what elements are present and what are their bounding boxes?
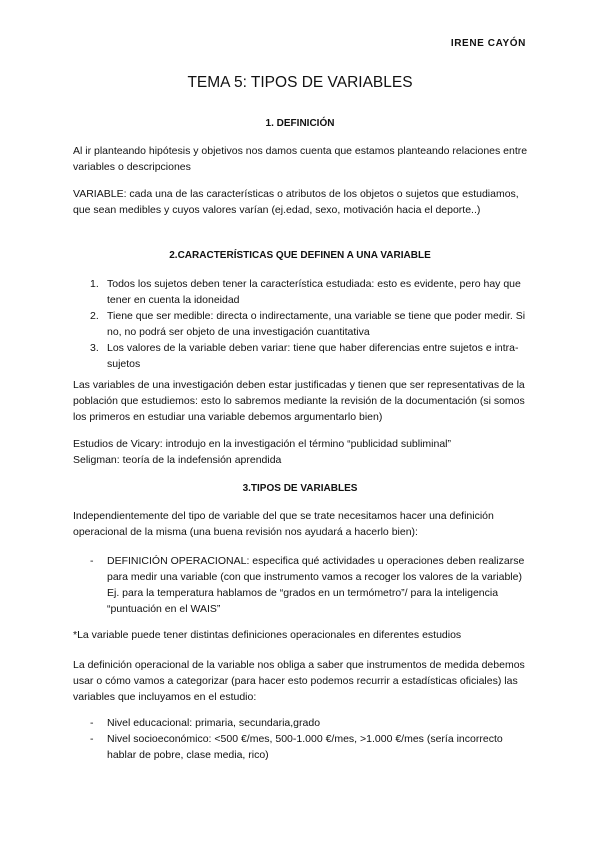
list-item-text: Todos los sujetos deben tener la característica estudiada: esto es evidente, pero hay que tener en cuenta la idoneidad <box>107 278 521 306</box>
document-title: TEMA 5: TIPOS DE VARIABLES <box>187 74 413 91</box>
list-item-text: DEFINICIÓN OPERACIONAL: especifica qué actividades u operaciones deben realizarse para medir una variable (con que instrumento vamos a recoger los valores de la variable) Ej. para la temperatura hablamos de “grados en un termómetro”/ para la inteligencia “puntuación en el WAIS” <box>107 555 525 615</box>
list-marker: 2. <box>90 310 99 322</box>
list-item <box>73 276 533 308</box>
section-heading-tipos: 3.TIPOS DE VARIABLES <box>242 483 358 494</box>
paragraph: La definición operacional de la variable nos obliga a saber que instrumentos de medida debemos usar o cómo vamos a categorizar (para hacer esto podemos recurrir a estadísticas oficiales) las variables que incluyamos en el estudio: <box>73 659 525 703</box>
list-item-text: Nivel socioeconómico: <500 €/mes, 500-1.000 €/mes, >1.000 €/mes (sería incorrecto hablar de pobre, clase media, rico) <box>107 733 503 761</box>
numbered-list <box>73 276 533 372</box>
section-heading-caracteristicas: 2.CARACTERÍSTICAS QUE DEFINEN A UNA VARIABLE <box>169 250 431 261</box>
list-marker: 1. <box>90 278 99 290</box>
list-item <box>73 308 533 340</box>
paragraph: Las variables de una investigación deben estar justificadas y tienen que ser representativas de la población que estudiemos: esto lo sabremos mediante la revisión de la documentación (si somos los primeros en estudiar una variable debemos argumentarlo bien) <box>73 379 525 423</box>
list-item <box>73 553 533 617</box>
paragraph: VARIABLE: cada una de las características o atributos de los objetos o sujetos que estudiamos, que sean medibles y cuyos valores varían (ej.edad, sexo, motivación hacia el deporte..) <box>73 188 519 216</box>
list-item <box>73 340 533 372</box>
list-item-text: Los valores de la variable deben variar: tiene que haber diferencias entre sujetos e intra-sujetos <box>107 342 519 370</box>
bullet-list <box>73 715 533 763</box>
paragraph-line: Seligman: teoría de la indefensión aprendida <box>73 454 282 466</box>
list-marker: - <box>90 717 94 729</box>
note: *La variable puede tener distintas definiciones operacionales en diferentes estudios <box>73 629 462 641</box>
paragraph <box>73 436 533 468</box>
paragraph: Independientemente del tipo de variable del que se trate necesitamos hacer una definición operacional de la misma (una buena revisión nos ayudará a hacerlo bien): <box>73 510 494 538</box>
list-item <box>73 715 533 731</box>
bullet-list <box>73 553 533 617</box>
list-item-text: Tiene que ser medible: directa o indirectamente, una variable se tiene que poder medir. Si no, no podrá ser objeto de una investigación cuantitativa <box>107 310 526 338</box>
list-item-text: Nivel educacional: primaria, secundaria,grado <box>107 717 321 729</box>
paragraph-line: Estudios de Vicary: introdujo en la investigación el término “publicidad subliminal” <box>73 438 452 450</box>
author-name: IRENE CAYÓN <box>450 38 526 49</box>
section-heading-definicion: 1. DEFINICIÓN <box>265 118 335 129</box>
list-item <box>73 731 533 763</box>
paragraph: Al ir planteando hipótesis y objetivos nos damos cuenta que estamos planteando relaciones entre variables o descripciones <box>73 145 528 173</box>
list-marker: 3. <box>90 342 99 354</box>
list-marker: - <box>90 555 94 567</box>
list-marker: - <box>90 733 94 745</box>
